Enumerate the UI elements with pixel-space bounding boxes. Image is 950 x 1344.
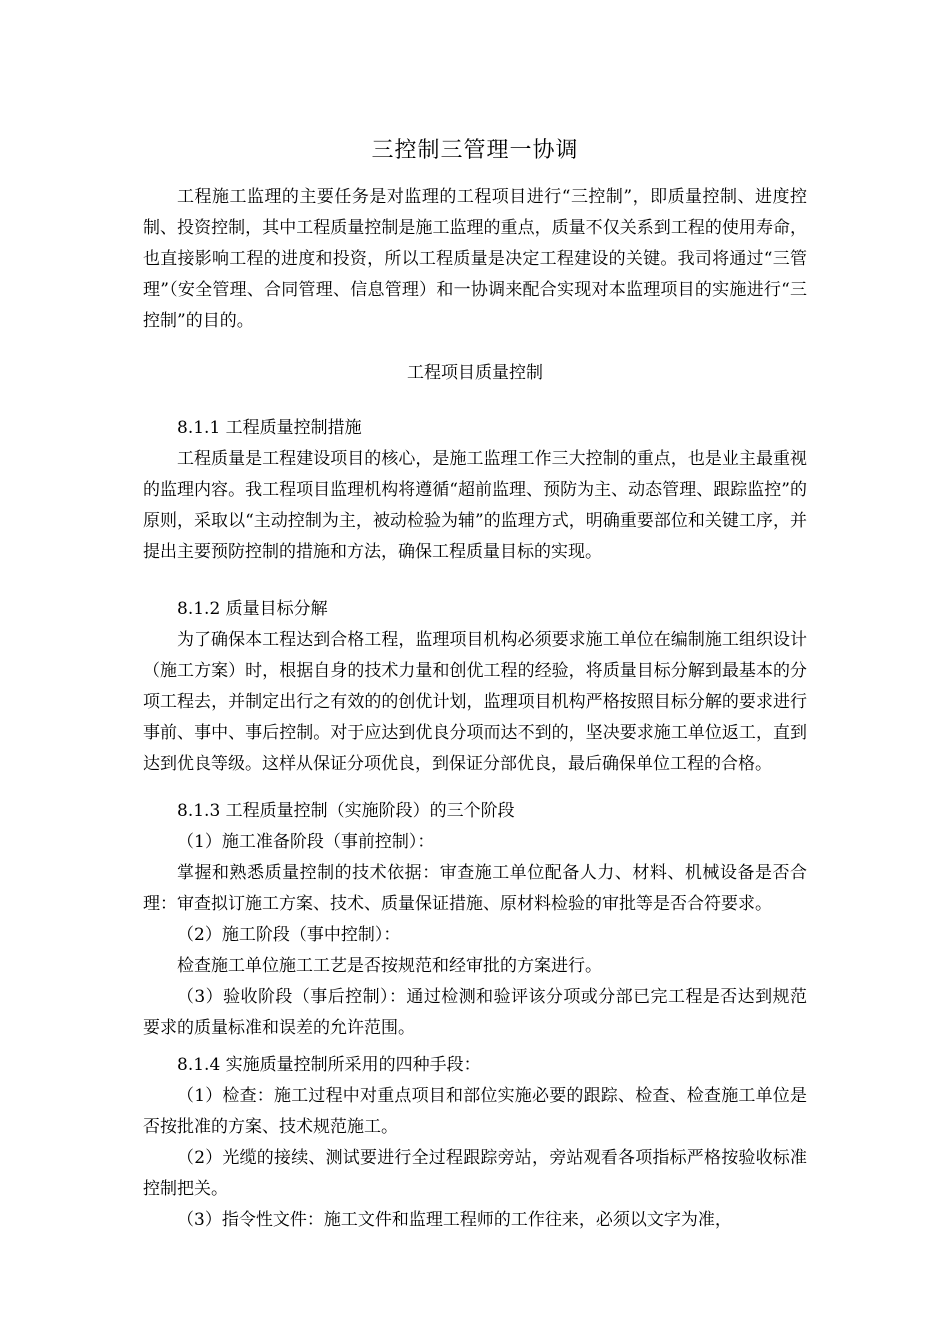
section-811	[143, 413, 807, 568]
method-item-3: （3）指令性文件：施工文件和监理工程师的工作往来，必须以文字为准，	[177, 1210, 732, 1230]
stage-1-body: 掌握和熟悉质量控制的技术依据：审查施工单位配备人力、材料、机械设备是否合理：审查拟订施工方案、技术、质量保证措施、原材料检验的审批等是否合符要求。	[143, 863, 807, 914]
stage-2-heading: （2）施工阶段（事中控制）：	[177, 925, 401, 945]
section-812	[143, 594, 807, 780]
intro-paragraph-block	[143, 182, 807, 337]
method-item-1: （1）检查：施工过程中对重点项目和部位实施必要的跟踪、检查、检查施工单位是否按批准的方案、技术规范施工。	[143, 1086, 807, 1137]
section-811-body: 工程质量是工程建设项目的核心，是施工监理工作三大控制的重点，也是业主最重视的监理内容。我工程项目监理机构将遵循“超前监理、预防为主、动态管理、跟踪监控”的原则，采取以“主动控制为主，被动检验为辅”的监理方式，明确重要部位和关键工序，并提出主要预防控制的措施和方法，确保工程质量目标的实现。	[143, 449, 807, 562]
section-812-body: 为了确保本工程达到合格工程，监理项目机构必须要求施工单位在编制施工组织设计（施工方案）时，根据自身的技术力量和创优工程的经验，将质量目标分解到最基本的分项工程去，并制定出行之有效的的创优计划，监理项目机构严格按照目标分解的要求进行事前、事中、事后控制。对于应达到优良分项而达不到的，坚决要求施工单位返工，直到达到优良等级。这样从保证分项优良，到保证分部优良，最后确保单位工程的合格。	[143, 630, 807, 774]
document-title	[0, 136, 950, 166]
intro-paragraph: 工程施工监理的主要任务是对监理的工程项目进行“三控制”，即质量控制、进度控制、投资控制，其中工程质量控制是施工监理的重点，质量不仅关系到工程的使用寿命，也直接影响工程的进度和投资，所以工程质量是决定工程建设的关键。我司将通过“三管理”（安全管理、合同管理、信息管理）和一协调来配合实现对本监理项目的实施进行“三控制”的目的。	[143, 187, 807, 331]
section-814-heading: 8.1.4 实施质量控制所采用的四种手段：	[177, 1055, 481, 1075]
stage-3-paragraph: （3）验收阶段（事后控制）：通过检测和验评该分项或分部已完工程是否达到规范要求的质量标准和误差的允许范围。	[143, 987, 807, 1038]
section-813-heading: 8.1.3 工程质量控制（实施阶段）的三个阶段	[177, 801, 515, 821]
stage-2-body: 检查施工单位施工工艺是否按规范和经审批的方案进行。	[177, 956, 602, 976]
section-814	[143, 1050, 807, 1236]
section-title: 工程项目质量控制	[407, 363, 543, 383]
stage-1-heading: （1）施工准备阶段（事前控制）：	[177, 832, 435, 852]
method-item-2: （2）光缆的接续、测试要进行全过程跟踪旁站，旁站观看各项指标严格按验收标准控制把关。	[143, 1148, 807, 1199]
section-812-heading: 8.1.2 质量目标分解	[177, 599, 328, 619]
section-813	[143, 796, 807, 1044]
section-811-heading: 8.1.1 工程质量控制措施	[177, 418, 362, 438]
document-title-text: 三控制三管理一协调	[371, 138, 579, 163]
